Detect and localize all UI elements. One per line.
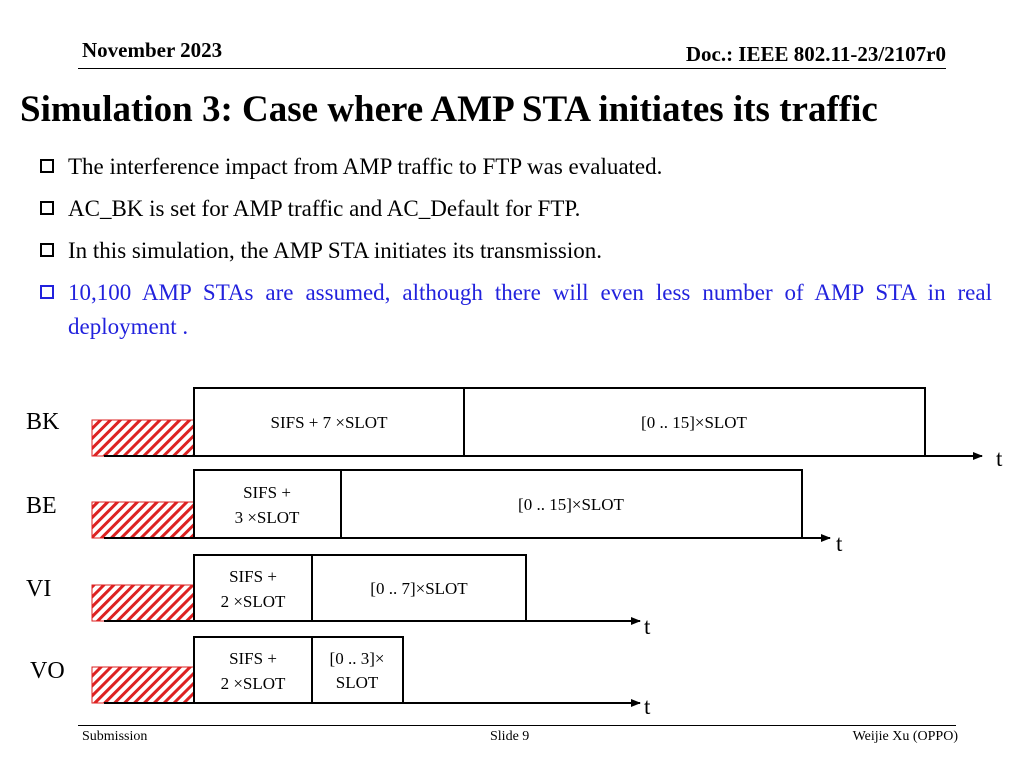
row-be — [26, 470, 843, 556]
aifs-label-be-line1: SIFS + — [243, 483, 291, 502]
bullet-text: 10,100 AMP STAs are assumed, although there will even less number of AMP STA in real deployment . — [68, 280, 992, 339]
busy-medium-hatch-be — [92, 502, 194, 538]
header-doc-id: Doc.: IEEE 802.11-23/2107r0 — [685, 42, 946, 66]
row-vo — [30, 637, 651, 715]
checkbox-bullet-icon — [40, 243, 54, 257]
header-date: November 2023 — [82, 38, 223, 62]
aifs-label-vo-line1: SIFS + — [229, 649, 277, 668]
bullet-item-highlight — [38, 276, 992, 344]
bullet-item — [38, 192, 992, 226]
row-label-bk: BK — [26, 409, 60, 435]
bullet-item — [38, 234, 992, 268]
slide-title: Simulation 3: Case where AMP STA initiates its traffic — [20, 89, 878, 130]
row-label-be: BE — [26, 493, 57, 519]
aifs-label-vo-line2: 2 ×SLOT — [220, 674, 286, 693]
aifs-label-bk: SIFS + 7 ×SLOT — [270, 413, 388, 432]
backoff-label-be: [0 .. 15]×SLOT — [518, 495, 624, 514]
bullet-list — [38, 150, 992, 352]
backoff-label-vo-line2: SLOT — [335, 673, 379, 692]
footer-author: Weijie Xu (OPPO) — [852, 729, 958, 744]
busy-medium-hatch-vi — [92, 585, 194, 621]
footer-submission: Submission — [82, 729, 148, 744]
row-bk — [26, 388, 1003, 471]
checkbox-bullet-icon — [40, 201, 54, 215]
header-rule — [78, 68, 946, 69]
bullet-text: The interference impact from AMP traffic to FTP was evaluated. — [68, 154, 663, 179]
backoff-box-vo — [312, 637, 403, 703]
busy-medium-hatch-vo — [92, 667, 194, 703]
row-label-vi: VI — [26, 576, 52, 602]
checkbox-bullet-icon — [40, 285, 54, 299]
edca-timing-diagram — [0, 370, 1024, 715]
backoff-label-vo-line1: [0 .. 3]× — [329, 649, 385, 668]
aifs-label-vi-line2: 2 ×SLOT — [220, 592, 286, 611]
aifs-box-be — [194, 470, 341, 538]
time-label-bk: t — [996, 446, 1003, 471]
aifs-box-vo — [194, 637, 312, 703]
busy-medium-hatch-bk — [92, 420, 194, 456]
bullet-text: AC_BK is set for AMP traffic and AC_Default for FTP. — [68, 196, 581, 221]
footer-slide-number: Slide 9 — [490, 729, 530, 744]
aifs-label-vi-line1: SIFS + — [229, 567, 277, 586]
footer-rule — [78, 725, 956, 726]
row-label-vo: VO — [30, 658, 65, 684]
aifs-box-vi — [194, 555, 312, 621]
bullet-text: In this simulation, the AMP STA initiates its transmission. — [68, 238, 602, 263]
aifs-label-be-line2: 3 ×SLOT — [234, 508, 300, 527]
time-label-be: t — [836, 531, 843, 556]
time-label-vo: t — [644, 694, 651, 715]
backoff-label-bk: [0 .. 15]×SLOT — [641, 413, 747, 432]
time-label-vi: t — [644, 614, 651, 639]
row-vi — [26, 555, 651, 639]
backoff-label-vi: [0 .. 7]×SLOT — [370, 579, 468, 598]
checkbox-bullet-icon — [40, 159, 54, 173]
bullet-item — [38, 150, 992, 184]
